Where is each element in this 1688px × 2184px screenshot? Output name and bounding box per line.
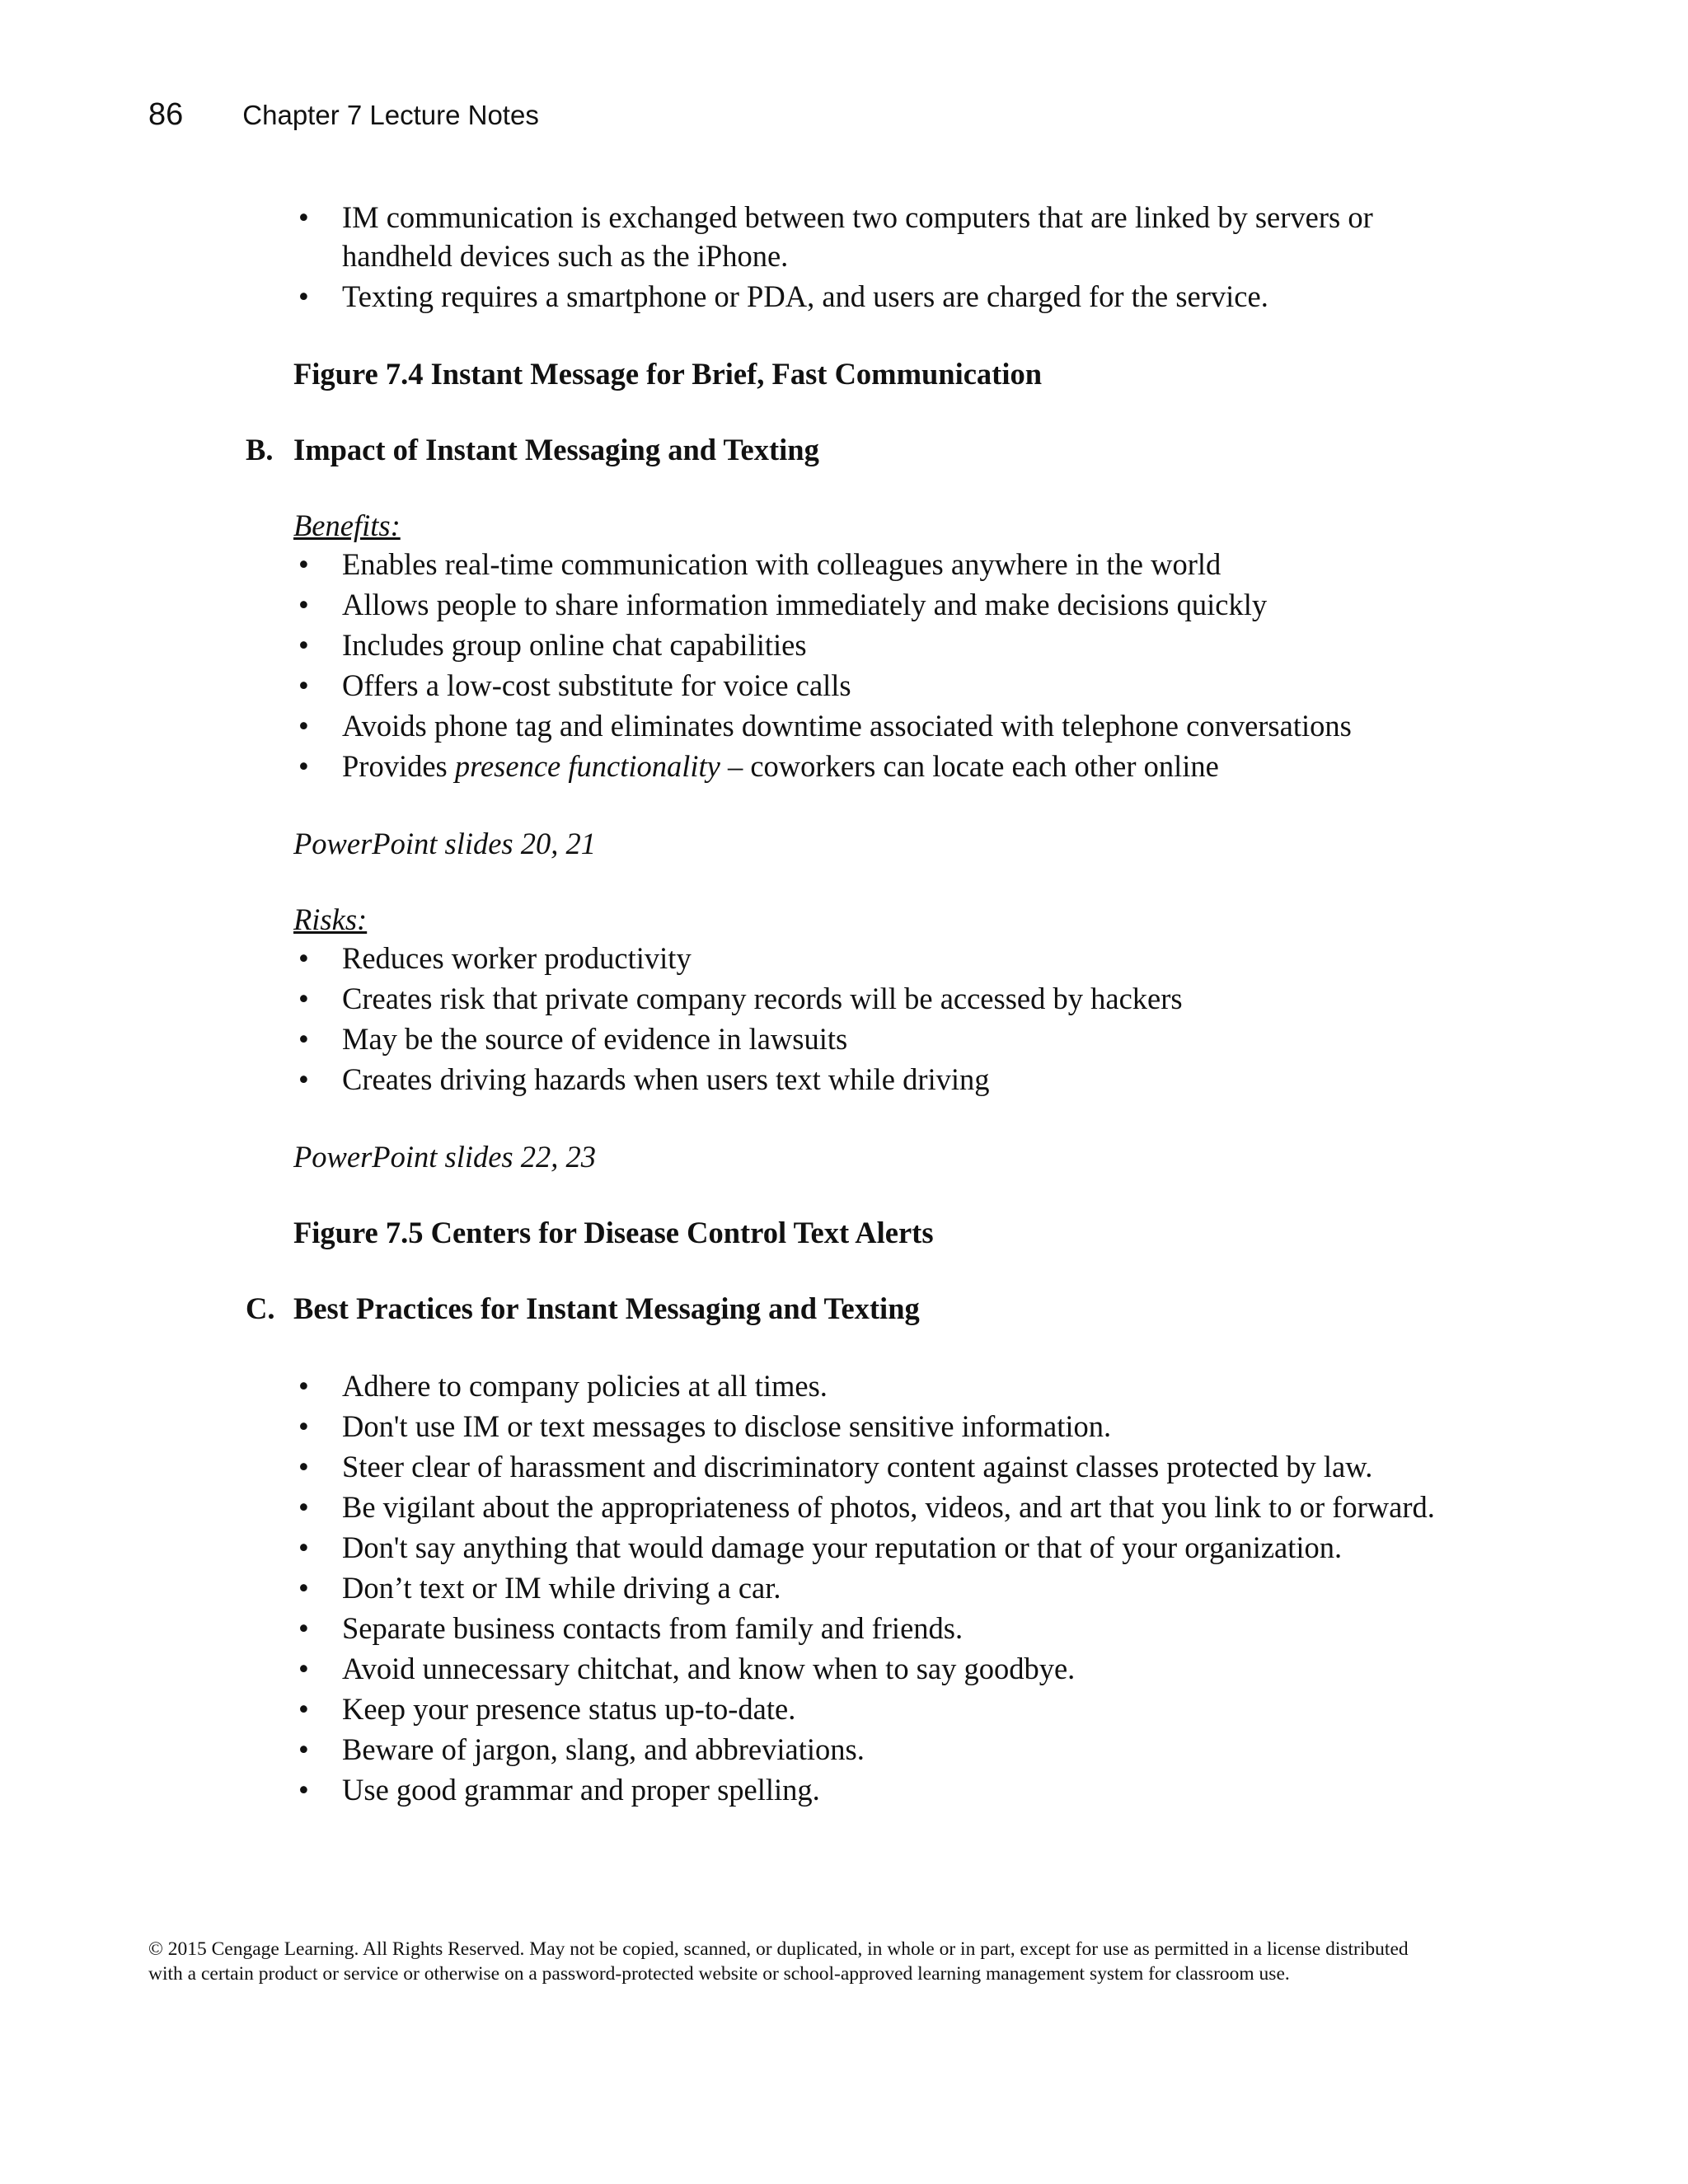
section-b-letter: B. <box>246 433 274 466</box>
list-item: • Don't say anything that would damage your reputation or that of your organization. <box>0 1528 1447 1567</box>
presence-prefix: Provides <box>342 749 455 783</box>
copyright-footer: © 2015 Cengage Learning. All Rights Reserved. May not be copied, scanned, or duplicated, in whole or in part, except for use as permitted in a license distributed with a certain product or service or otherwise on a password-protected website or school-approved learning management system for classroom use. <box>148 1938 1409 1985</box>
list-item: • Steer clear of harassment and discriminatory content against classes protected by law. <box>0 1447 1447 1486</box>
list-item: • Includes group online chat capabilities <box>0 626 1447 664</box>
list-item: • Enables real-time communication with colleagues anywhere in the world <box>0 545 1447 583</box>
risks-label: Risks: <box>293 902 368 936</box>
intro-bullet-list <box>0 198 1688 316</box>
list-item: • Adhere to company policies at all times. <box>0 1366 1447 1405</box>
list-item: • May be the source of evidence in lawsuits <box>0 1019 1447 1058</box>
list-item: • Avoid unnecessary chitchat, and know when to say goodbye. <box>0 1649 1447 1688</box>
section-c-title: Best Practices for Instant Messaging and Texting <box>293 1291 920 1325</box>
benefits-list <box>0 545 1688 785</box>
presence-suffix: – coworkers can locate each other online <box>720 749 1219 783</box>
section-b-title: Impact of Instant Messaging and Texting <box>293 433 819 466</box>
figure-7-4-caption: Figure 7.4 Instant Message for Brief, Fast Communication <box>293 357 1043 391</box>
page-number: 86 <box>148 97 184 132</box>
section-b-heading <box>0 430 1688 469</box>
benefits-label: Benefits: <box>293 509 401 542</box>
list-item: • Don’t text or IM while driving a car. <box>0 1568 1447 1607</box>
benefits-slides-ref: PowerPoint slides 20, 21 <box>293 827 597 860</box>
list-item: • Texting requires a smartphone or PDA, and users are charged for the service. <box>0 277 1447 316</box>
list-item: • IM communication is exchanged between two computers that are linked by servers or handheld devices such as the iPhone. <box>0 198 1447 275</box>
chapter-title: Chapter 7 Lecture Notes <box>242 100 539 130</box>
page-content <box>0 198 1688 1811</box>
page-header <box>148 97 539 147</box>
risks-slides-ref: PowerPoint slides 22, 23 <box>293 1140 597 1174</box>
list-item: • Reduces worker productivity <box>0 939 1447 977</box>
list-item: • Keep your presence status up-to-date. <box>0 1690 1447 1728</box>
list-item: • Creates risk that private company records will be accessed by hackers <box>0 979 1447 1018</box>
list-item: • Use good grammar and proper spelling. <box>0 1770 1447 1809</box>
list-item: • Allows people to share information immediately and make decisions quickly <box>0 585 1447 624</box>
list-item: • Be vigilant about the appropriateness of photos, videos, and art that you link to or forward. <box>0 1488 1447 1526</box>
list-item: • Creates driving hazards when users text while driving <box>0 1060 1447 1099</box>
list-item: • Beware of jargon, slang, and abbreviations. <box>0 1730 1447 1769</box>
figure-7-5-caption: Figure 7.5 Centers for Disease Control Text Alerts <box>293 1216 934 1249</box>
risks-list <box>0 939 1688 1099</box>
presence-term: presence functionality <box>454 749 720 783</box>
section-c-letter: C. <box>246 1291 275 1325</box>
list-item-presence <box>0 747 1447 785</box>
list-item: • Avoids phone tag and eliminates downtime associated with telephone conversations <box>0 706 1447 745</box>
best-practices-list <box>0 1366 1688 1809</box>
section-c-heading <box>0 1289 1688 1328</box>
list-item: • Separate business contacts from family and friends. <box>0 1609 1447 1647</box>
list-item: • Offers a low-cost substitute for voice calls <box>0 666 1447 705</box>
list-item: • Don't use IM or text messages to disclose sensitive information. <box>0 1407 1447 1446</box>
